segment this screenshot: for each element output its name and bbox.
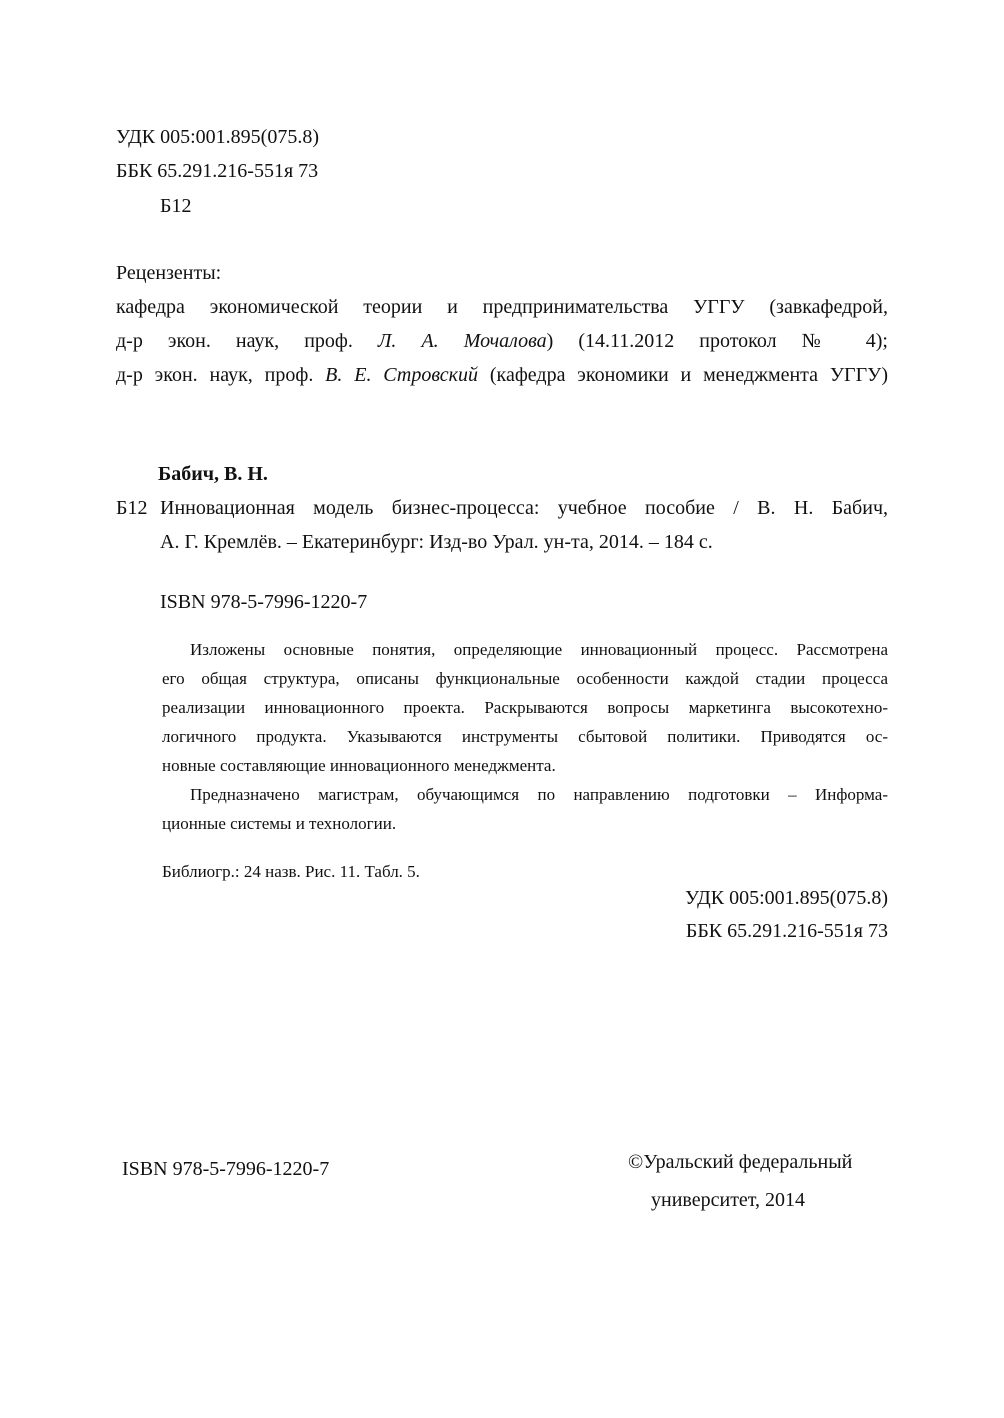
- bib-line-2: А. Г. Кремлёв. – Екатеринбург: Изд-во Урал. ун-та, 2014. – 184 с.: [160, 531, 713, 553]
- footer-udk: УДК 005:001.895(075.8): [685, 887, 888, 909]
- abstract-line: Изложены основные понятия, определяющие инновационный процесс. Рассмотрена: [190, 640, 888, 659]
- abstract-line: Предназначено магистрам, обучающимся по направлению подготовки – Информа-: [190, 785, 888, 804]
- reviewer-details: (кафедра экономики и менеджмента УГГУ): [478, 364, 888, 386]
- reviewer-line-3: [116, 363, 888, 387]
- abstract-line: ционные системы и технологии.: [162, 814, 397, 833]
- footer-bbk: ББК 65.291.216-551я 73: [685, 920, 888, 942]
- reviewer-degree: д-р экон. наук, проф.: [116, 330, 378, 352]
- abstract-line: логичного продукта. Указываются инструменты сбытовой политики. Приводятся ос-: [162, 727, 888, 746]
- reviewer-details: ) (14.11.2012 протокол № 4);: [546, 330, 888, 352]
- bib-code: Б12: [116, 497, 148, 519]
- reviewers-title: Рецензенты:: [116, 262, 222, 284]
- reviewer-name: Л. А. Мочалова: [377, 330, 547, 352]
- abstract-line: его общая структура, описаны функциональные особенности каждой стадии процесса: [162, 669, 888, 688]
- reviewer-name: В. Е. Стровский: [325, 364, 479, 386]
- bib-isbn: ISBN 978-5-7996-1220-7: [160, 591, 368, 613]
- biblio-info: Библиогр.: 24 назв. Рис. 11. Табл. 5.: [162, 862, 420, 881]
- abstract-line: новные составляющие инновационного менеджмента.: [162, 756, 556, 775]
- bib-author: [158, 462, 268, 486]
- author-mark: Б12: [160, 195, 192, 217]
- bbk-code: ББК 65.291.216-551я 73: [116, 160, 319, 182]
- reviewer-line-2: [116, 329, 888, 353]
- bib-author-name: Бабич, В. Н.: [158, 463, 268, 485]
- copyright-line-1: ©Уральский федеральный: [628, 1151, 853, 1173]
- udk-code: УДК 005:001.895(075.8): [116, 126, 319, 148]
- bib-line-1: Инновационная модель бизнес-процесса: учебное пособие / В. Н. Бабич,: [160, 497, 888, 519]
- copyright-line-2: университет, 2014: [651, 1189, 806, 1211]
- reviewer-line-1: кафедра экономической теории и предпринимательства УГГУ (завкафедрой,: [116, 296, 888, 318]
- abstract-line: реализации инновационного проекта. Раскрываются вопросы маркетинга высокотехно-: [162, 698, 888, 717]
- bottom-isbn: ISBN 978-5-7996-1220-7: [122, 1158, 330, 1180]
- reviewer-degree: д-р экон. наук, проф.: [116, 364, 326, 386]
